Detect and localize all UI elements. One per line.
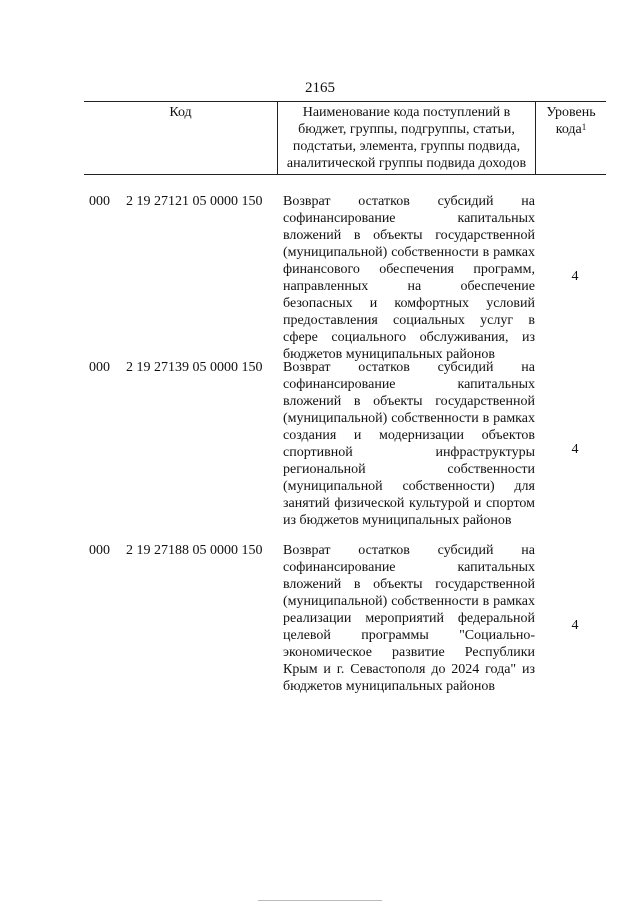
- page-edge-mark: [258, 900, 382, 901]
- code-description: Возврат остатков субсидий на софинансирование капитальных вложений в объекты государственной (муниципальной) собственности в рамках реализации мероприятий федеральной целевой программы "Социально-экономическое развитие Республики Крым и г. Севастополя до 2024 года" из бюджетов муниципальных районов: [283, 543, 535, 694]
- level-value: 4: [571, 442, 579, 457]
- level-value: 4: [571, 618, 579, 633]
- header-level-label: Уровень код: [546, 105, 596, 137]
- admin-code: 000: [89, 360, 110, 375]
- level-value: 4: [571, 269, 579, 284]
- header-level-footnote: 1: [581, 122, 587, 132]
- header-code: Код: [84, 102, 278, 174]
- code-description: Возврат остатков субсидий на софинансирование капитальных вложений в объекты государственной (муниципальной) собственности в рамках финансового обеспечения программ, направленных на обеспечение безопасных и комфортных условий предоставления социальных услуг в сфере социального обслуживания, из бюджетов муниципальных районов: [283, 194, 535, 362]
- header-level: [536, 102, 606, 174]
- admin-code: 000: [89, 194, 110, 209]
- code-description: Возврат остатков субсидий на софинансирование капитальных вложений в объекты государственной (муниципальной) собственности в рамках создания и модернизации объектов спортивной инфраструктуры региональной собственности (муниципальной собственности) для занятий физической культурой и спортом из бюджетов муниципальных районов: [283, 360, 535, 528]
- header-name: Наименование кода поступлений в бюджет, группы, подгруппы, статьи, подстатьи, элемента, группы подвида, аналитической группы подвида доходов: [278, 102, 536, 174]
- budget-code: 2 19 27139 05 0000 150: [126, 360, 263, 375]
- budget-code: 2 19 27188 05 0000 150: [126, 543, 263, 558]
- table-header: [84, 101, 606, 175]
- page-number: 2165: [305, 80, 335, 96]
- header-level-label-end: а: [575, 122, 582, 137]
- admin-code: 000: [89, 543, 110, 558]
- budget-code: 2 19 27121 05 0000 150: [126, 194, 263, 209]
